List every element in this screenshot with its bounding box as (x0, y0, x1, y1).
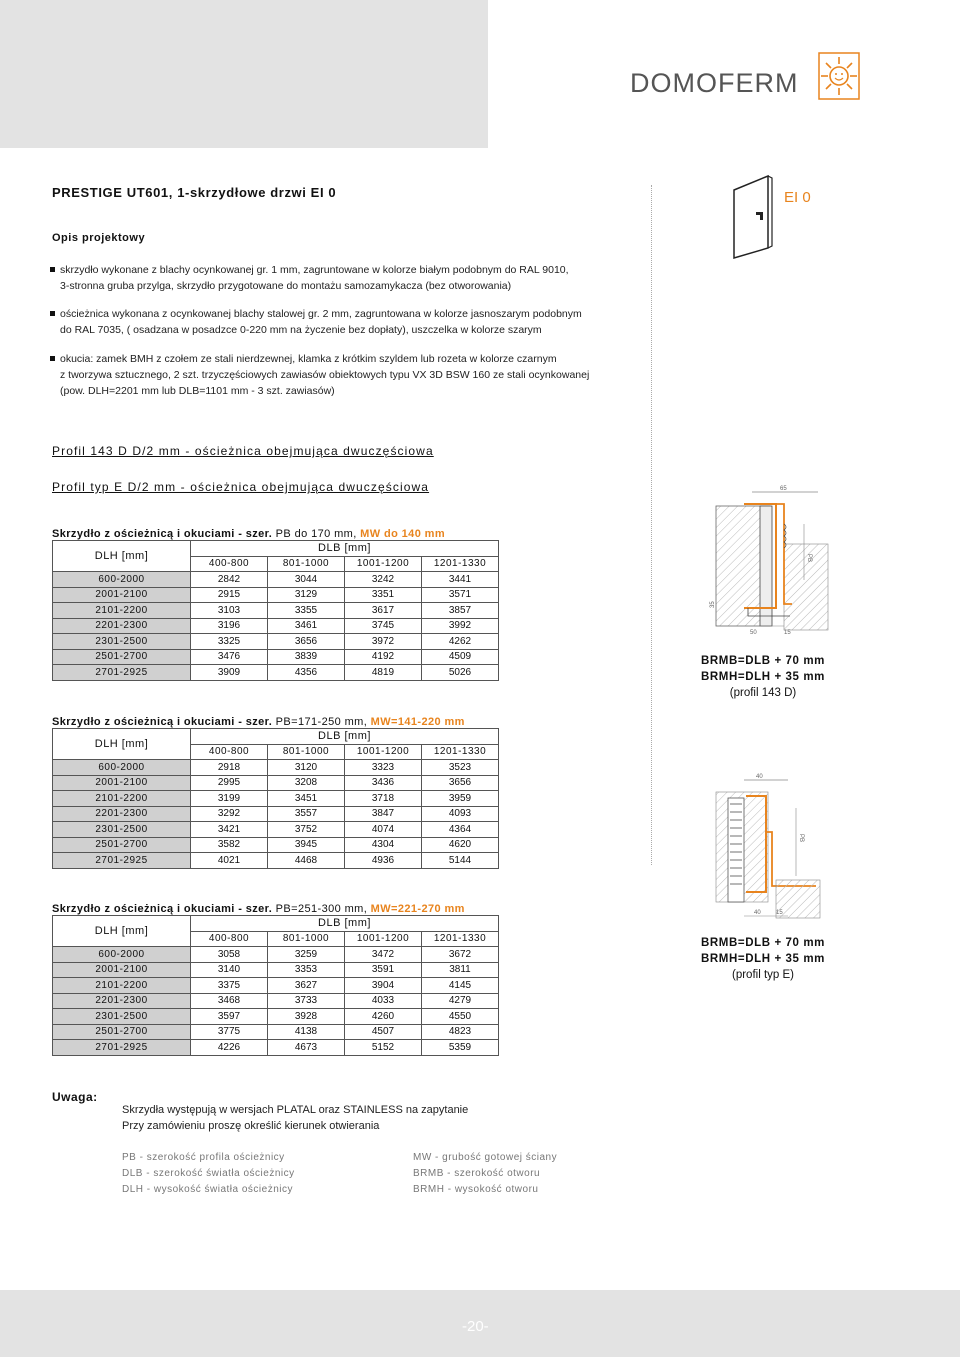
table-row (53, 587, 499, 603)
dlh-range-cell: 600-2000 (53, 572, 191, 588)
dlh-range-cell: 2301-2500 (53, 822, 191, 838)
price-cell: 3259 (268, 947, 345, 963)
price-cell: 3058 (191, 947, 268, 963)
formula-block-2 (683, 935, 843, 983)
price-cell: 4550 (422, 1009, 499, 1025)
column-header: 801-1000 (268, 931, 345, 947)
price-cell: 3451 (268, 791, 345, 807)
price-cell: 3129 (268, 587, 345, 603)
price-cell: 3196 (191, 618, 268, 634)
price-cell: 3617 (345, 603, 422, 619)
description-bullet-3: okucia: zamek BMH z czołem ze stali nierdzewnej, klamka z krótkim szyldem lub rozeta w kolorze czarnym z tworzywa sztucznego, 2 szt. trzyczęściowych zawiasów obiektowych typu VX 3D BSW 160 ze stali ocynkowanej (pow. DLH=2201 mm lub DLB=1101 mm - 3 szt. zawiasów) (50, 351, 650, 399)
brmb-formula: BRMB=DLB + 70 mm (701, 937, 825, 949)
brand-name: DOMOFERM (630, 68, 799, 98)
dim-label: 50 (750, 630, 757, 636)
price-cell: 3523 (422, 760, 499, 776)
price-table-3 (52, 903, 499, 1056)
price-cell: 3120 (268, 760, 345, 776)
price-cell: 4021 (191, 853, 268, 869)
price-cell: 3718 (345, 791, 422, 807)
price-table-1 (52, 528, 499, 681)
column-header: 400-800 (191, 744, 268, 760)
table-row (53, 806, 499, 822)
price-cell: 4356 (268, 665, 345, 681)
price-cell: 2842 (191, 572, 268, 588)
price-cell: 3745 (345, 618, 422, 634)
column-header: 801-1000 (268, 744, 345, 760)
price-cell: 3292 (191, 806, 268, 822)
table-row (53, 603, 499, 619)
column-header: 1001-1200 (345, 931, 422, 947)
price-cell: 4145 (422, 978, 499, 994)
column-header: 400-800 (191, 556, 268, 572)
sun-logo-icon (818, 52, 860, 100)
description-bullet-2: ościeżnica wykonana z ocynkowanej blachy stalowej gr. 2 mm, zagruntowana w kolorze jasnoszarym podobnym do RAL 7035, ( osadzana w posadzce 0-220 mm na życzenie bez dopłaty), uszczelka w kolorze szarym (50, 306, 650, 338)
description-heading: Opis projektowy (52, 232, 146, 244)
price-cell: 4074 (345, 822, 422, 838)
table-row (53, 618, 499, 634)
price-cell: 4620 (422, 837, 499, 853)
price-cell: 4936 (345, 853, 422, 869)
price-cell: 4138 (268, 1024, 345, 1040)
frame-profile-143d-drawing (700, 484, 840, 644)
table-row (53, 634, 499, 650)
brmh-formula: BRMH=DLH + 35 mm (701, 953, 825, 965)
legend-item: DLH - wysokość światła ościeżnicy (122, 1184, 293, 1195)
price-cell: 2918 (191, 760, 268, 776)
price-cell: 3959 (422, 791, 499, 807)
price-cell: 4468 (268, 853, 345, 869)
price-cell: 3476 (191, 649, 268, 665)
price-cell: 3992 (422, 618, 499, 634)
dlh-range-cell: 2701-2925 (53, 853, 191, 869)
table-row (53, 665, 499, 681)
price-cell: 4192 (345, 649, 422, 665)
table-row (53, 572, 499, 588)
price-cell: 4304 (345, 837, 422, 853)
price-cell: 3323 (345, 760, 422, 776)
price-cell: 3672 (422, 947, 499, 963)
bullet-icon (50, 267, 55, 272)
legend-item: BRMH - wysokość otworu (413, 1184, 539, 1195)
price-cell: 3208 (268, 775, 345, 791)
legend-item: BRMB - szerokość otworu (413, 1168, 541, 1179)
profile-name: (profil 143 D) (729, 687, 797, 699)
price-cell: 4093 (422, 806, 499, 822)
table-caption: Skrzydło z ościeżnicą i okuciami - szer. PB do 170 mm, MW do 140 mm (52, 528, 446, 540)
price-cell: 3325 (191, 634, 268, 650)
table-row (53, 791, 499, 807)
dlh-range-cell: 2501-2700 (53, 649, 191, 665)
dim-label: 15 (776, 910, 783, 916)
price-cell: 3591 (345, 962, 422, 978)
price-cell: 3441 (422, 572, 499, 588)
dim-label: 40 (756, 774, 763, 780)
dlh-range-cell: 600-2000 (53, 760, 191, 776)
price-cell: 4364 (422, 822, 499, 838)
dlh-range-cell: 2701-2925 (53, 1040, 191, 1056)
price-cell: 3752 (268, 822, 345, 838)
note-line-1: Skrzydła występują w wersjach PLATAL oraz STAINLESS na zapytanie (122, 1104, 469, 1116)
price-cell: 3436 (345, 775, 422, 791)
page-title: PRESTIGE UT601, 1-skrzydłowe drzwi EI 0 (52, 185, 337, 200)
price-cell: 3242 (345, 572, 422, 588)
dlh-range-cell: 2701-2925 (53, 665, 191, 681)
table-row (53, 775, 499, 791)
dim-label: 35 (710, 601, 716, 608)
bullet-icon (50, 311, 55, 316)
column-header: 1201-1330 (422, 744, 499, 760)
table-row (53, 1024, 499, 1040)
column-header: 1001-1200 (345, 556, 422, 572)
note-line-2: Przy zamówieniu proszę określić kierunek otwierania (122, 1120, 380, 1132)
price-cell: 4033 (345, 993, 422, 1009)
brmb-formula: BRMB=DLB + 70 mm (701, 655, 825, 667)
price-cell: 3351 (345, 587, 422, 603)
dlb-header: DLB [mm] (191, 729, 499, 745)
price-cell: 2995 (191, 775, 268, 791)
column-divider (651, 185, 652, 865)
column-header: 801-1000 (268, 556, 345, 572)
price-cell: 4819 (345, 665, 422, 681)
formula-block-1 (683, 653, 843, 701)
profile-heading-143d: Profil 143 D D/2 mm - ościeżnica obejmująca dwuczęściowa (52, 444, 434, 458)
price-cell: 3199 (191, 791, 268, 807)
price-cell: 3103 (191, 603, 268, 619)
dlb-header: DLB [mm] (191, 541, 499, 557)
price-cell: 3904 (345, 978, 422, 994)
price-cell: 3375 (191, 978, 268, 994)
price-cell: 3857 (422, 603, 499, 619)
dim-label: 65 (780, 486, 787, 492)
price-cell: 3775 (191, 1024, 268, 1040)
price-cell: 3044 (268, 572, 345, 588)
price-cell: 3140 (191, 962, 268, 978)
price-cell: 3582 (191, 837, 268, 853)
price-cell: 3656 (422, 775, 499, 791)
price-cell: 3811 (422, 962, 499, 978)
dlh-range-cell: 2101-2200 (53, 603, 191, 619)
legend-left (122, 1150, 295, 1198)
table-row (53, 822, 499, 838)
price-cell: 3472 (345, 947, 422, 963)
price-cell: 3355 (268, 603, 345, 619)
page-number: -20- (462, 1318, 489, 1335)
table-row (53, 993, 499, 1009)
description-bullet-1: skrzydło wykonane z blachy ocynkowanej gr. 1 mm, zagruntowane w kolorze białym podobnym do RAL 9010, 3-stronna gruba przylga, skrzydło przygotowane do montażu samozamykacza (bez otworowania) (50, 262, 650, 294)
price-cell: 3972 (345, 634, 422, 650)
price-table (52, 915, 499, 1056)
table-caption: Skrzydło z ościeżnicą i okuciami - szer. PB=251-300 mm, MW=221-270 mm (52, 903, 465, 915)
profile-name: (profil typ E) (732, 969, 794, 981)
dlh-range-cell: 2301-2500 (53, 634, 191, 650)
price-cell: 3421 (191, 822, 268, 838)
price-cell: 3839 (268, 649, 345, 665)
bullet-icon (50, 356, 55, 361)
profile-heading-type-e: Profil typ E D/2 mm - ościeżnica obejmująca dwuczęściowa (52, 480, 430, 494)
column-header: 400-800 (191, 931, 268, 947)
price-cell: 3468 (191, 993, 268, 1009)
dlh-range-cell: 2101-2200 (53, 791, 191, 807)
price-cell: 5359 (422, 1040, 499, 1056)
price-cell: 5152 (345, 1040, 422, 1056)
dlh-header: DLH [mm] (53, 729, 191, 760)
table-row (53, 760, 499, 776)
price-cell: 4507 (345, 1024, 422, 1040)
dlh-range-cell: 2501-2700 (53, 1024, 191, 1040)
dlh-header: DLH [mm] (53, 916, 191, 947)
price-cell: 3571 (422, 587, 499, 603)
price-cell: 4260 (345, 1009, 422, 1025)
column-header: 1201-1330 (422, 931, 499, 947)
price-cell: 4509 (422, 649, 499, 665)
table-row (53, 837, 499, 853)
price-cell: 3557 (268, 806, 345, 822)
price-cell: 3461 (268, 618, 345, 634)
dlh-range-cell: 2001-2100 (53, 962, 191, 978)
dlh-range-cell: 2201-2300 (53, 618, 191, 634)
price-cell: 3353 (268, 962, 345, 978)
table-row (53, 947, 499, 963)
legend-item: MW - grubość gotowej ściany (413, 1152, 558, 1163)
brand-logo (630, 50, 860, 106)
table-row (53, 649, 499, 665)
dlh-range-cell: 2201-2300 (53, 806, 191, 822)
dim-label: PB (798, 834, 804, 843)
price-cell: 3597 (191, 1009, 268, 1025)
column-header: 1201-1330 (422, 556, 499, 572)
legend-item: DLB - szerokość światła ościeżnicy (122, 1168, 295, 1179)
door-icon (728, 172, 776, 262)
price-cell: 4226 (191, 1040, 268, 1056)
price-cell: 4823 (422, 1024, 499, 1040)
price-cell: 3847 (345, 806, 422, 822)
price-cell: 3656 (268, 634, 345, 650)
price-cell: 3945 (268, 837, 345, 853)
legend-item: PB - szerokość profila ościeżnicy (122, 1152, 285, 1163)
dlh-header: DLH [mm] (53, 541, 191, 572)
table-caption: Skrzydło z ościeżnicą i okuciami - szer. PB=171-250 mm, MW=141-220 mm (52, 716, 465, 728)
dlb-header: DLB [mm] (191, 916, 499, 932)
price-cell: 3928 (268, 1009, 345, 1025)
price-cell: 2915 (191, 587, 268, 603)
price-table (52, 728, 499, 869)
header-grey-band (0, 0, 488, 148)
dlh-range-cell: 600-2000 (53, 947, 191, 963)
dlh-range-cell: 2101-2200 (53, 978, 191, 994)
table-row (53, 1009, 499, 1025)
dlh-range-cell: 2001-2100 (53, 587, 191, 603)
price-cell: 5144 (422, 853, 499, 869)
price-cell: 3909 (191, 665, 268, 681)
price-cell: 3733 (268, 993, 345, 1009)
rating-label: EI 0 (784, 189, 811, 206)
table-row (53, 978, 499, 994)
frame-profile-e-drawing (700, 768, 840, 928)
price-cell: 4673 (268, 1040, 345, 1056)
dlh-range-cell: 2301-2500 (53, 1009, 191, 1025)
price-cell: 4279 (422, 993, 499, 1009)
legend-right (413, 1150, 557, 1198)
dim-label: 40 (754, 910, 761, 916)
price-table (52, 540, 499, 681)
price-table-2 (52, 716, 499, 869)
table-row (53, 1040, 499, 1056)
column-header: 1001-1200 (345, 744, 422, 760)
notes-heading: Uwaga: (52, 1090, 98, 1104)
price-cell: 5026 (422, 665, 499, 681)
dlh-range-cell: 2001-2100 (53, 775, 191, 791)
price-cell: 3627 (268, 978, 345, 994)
table-row (53, 853, 499, 869)
price-cell: 4262 (422, 634, 499, 650)
dim-label: 15 (784, 630, 791, 636)
brmh-formula: BRMH=DLH + 35 mm (701, 671, 825, 683)
dlh-range-cell: 2501-2700 (53, 837, 191, 853)
dim-label: PB (806, 554, 812, 563)
dlh-range-cell: 2201-2300 (53, 993, 191, 1009)
table-row (53, 962, 499, 978)
